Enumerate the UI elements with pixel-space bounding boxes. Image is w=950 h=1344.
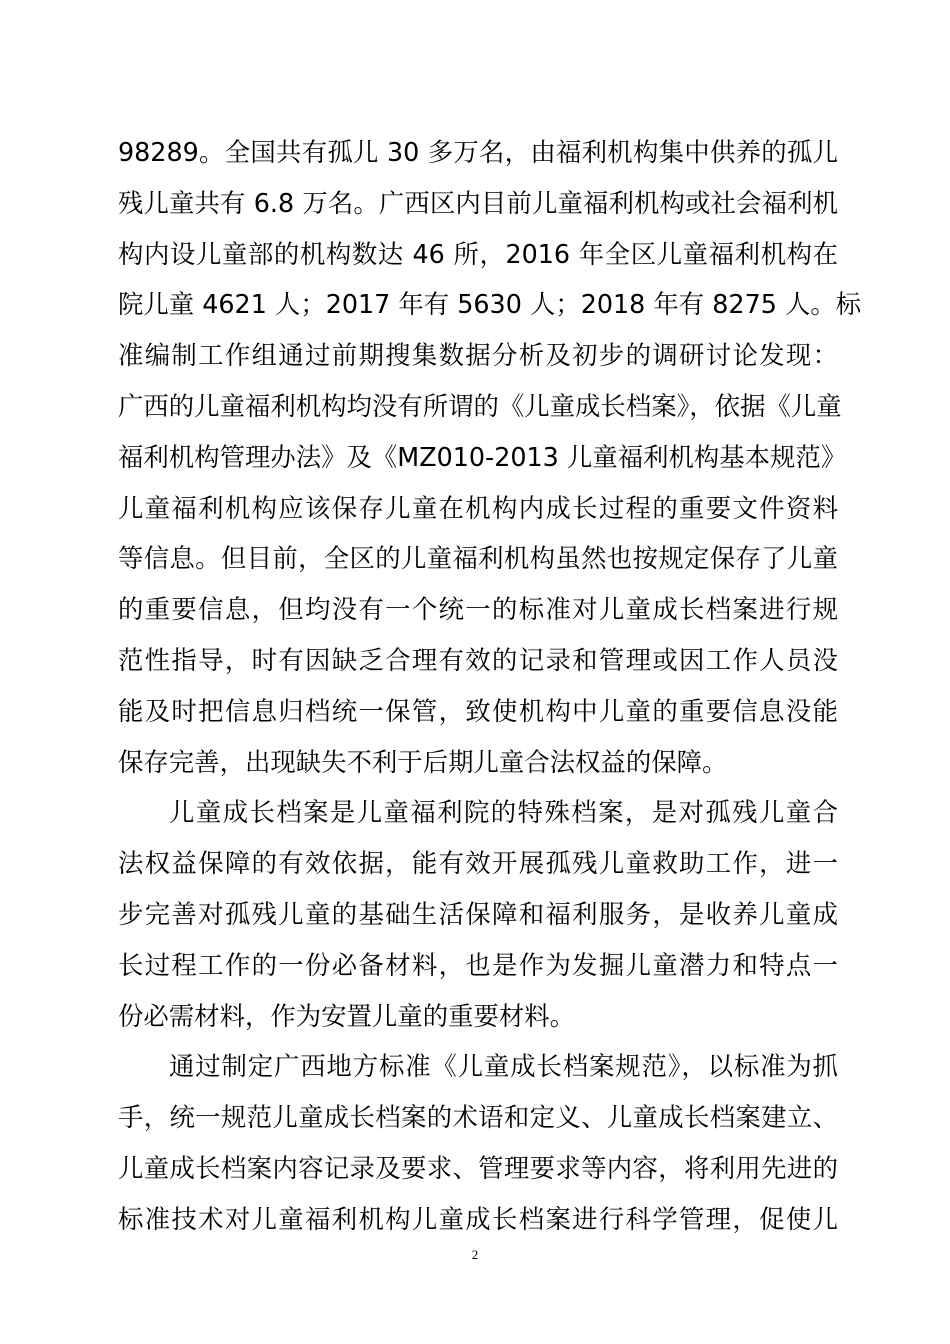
text-line: 儿童福利机构应该保存儿童在机构内成长过程的重要文件资料 bbox=[118, 492, 838, 523]
text-line: 98289。全国共有孤儿 30 多万名，由福利机构集中供养的孤儿 bbox=[118, 137, 838, 167]
text-line: 广西的儿童福利机构均没有所谓的《儿童成长档案》，依据《儿童 bbox=[118, 390, 842, 421]
paragraph-start-line: 儿童成长档案是儿童福利院的特殊档案，是对孤残儿童合 bbox=[169, 797, 838, 828]
text-line: 构内设儿童部的机构数达 46 所，2016 年全区儿童福利机构在 bbox=[118, 238, 838, 269]
paragraph-start-line: 通过制定广西地方标准《儿童成长档案规范》，以标准为抓 bbox=[169, 1051, 838, 1082]
text-line: 长过程工作的一份必备材料，也是作为发掘儿童潜力和特点一 bbox=[118, 949, 838, 980]
text-line: 范性指导，时有因缺乏合理有效的记录和管理或因工作人员没 bbox=[118, 644, 838, 675]
text-line: 准编制工作组通过前期搜集数据分析及初步的调研讨论发现： bbox=[118, 340, 838, 371]
page-number: 2 bbox=[471, 1247, 479, 1262]
text-line: 保存完善，出现缺失不利于后期儿童合法权益的保障。 bbox=[118, 746, 728, 777]
text-line: 院儿童 4621 人；2017 年有 5630 人；2018 年有 8275 人。标 bbox=[118, 289, 862, 320]
text-line: 能及时把信息归档统一保管，致使机构中儿童的重要信息没能 bbox=[118, 695, 838, 726]
text-line: 标准技术对儿童福利机构儿童成长档案进行科学管理，促使儿 bbox=[118, 1203, 838, 1234]
text-line: 残儿童共有 6.8 万名。广西区内目前儿童福利机构或社会福利机 bbox=[118, 187, 838, 218]
text-line: 的重要信息，但均没有一个统一的标准对儿童成长档案进行规 bbox=[118, 594, 838, 625]
text-line: 份必需材料，作为安置儿童的重要材料。 bbox=[118, 1000, 576, 1031]
body-text bbox=[118, 127, 862, 1245]
text-line: 儿童成长档案内容记录及要求、管理要求等内容，将利用先进的 bbox=[118, 1152, 838, 1183]
text-line: 法权益保障的有效依据，能有效开展孤残儿童救助工作，进一 bbox=[118, 848, 838, 879]
text-line: 步完善对孤残儿童的基础生活保障和福利服务，是收养儿童成 bbox=[118, 898, 838, 929]
text-line: 手，统一规范儿童成长档案的术语和定义、儿童成长档案建立、 bbox=[118, 1102, 838, 1133]
text-line: 福利机构管理办法》及《MZ010-2013 儿童福利机构基本规范》 bbox=[118, 441, 847, 472]
text-line: 等信息。但目前，全区的儿童福利机构虽然也按规定保存了儿童 bbox=[118, 543, 838, 574]
